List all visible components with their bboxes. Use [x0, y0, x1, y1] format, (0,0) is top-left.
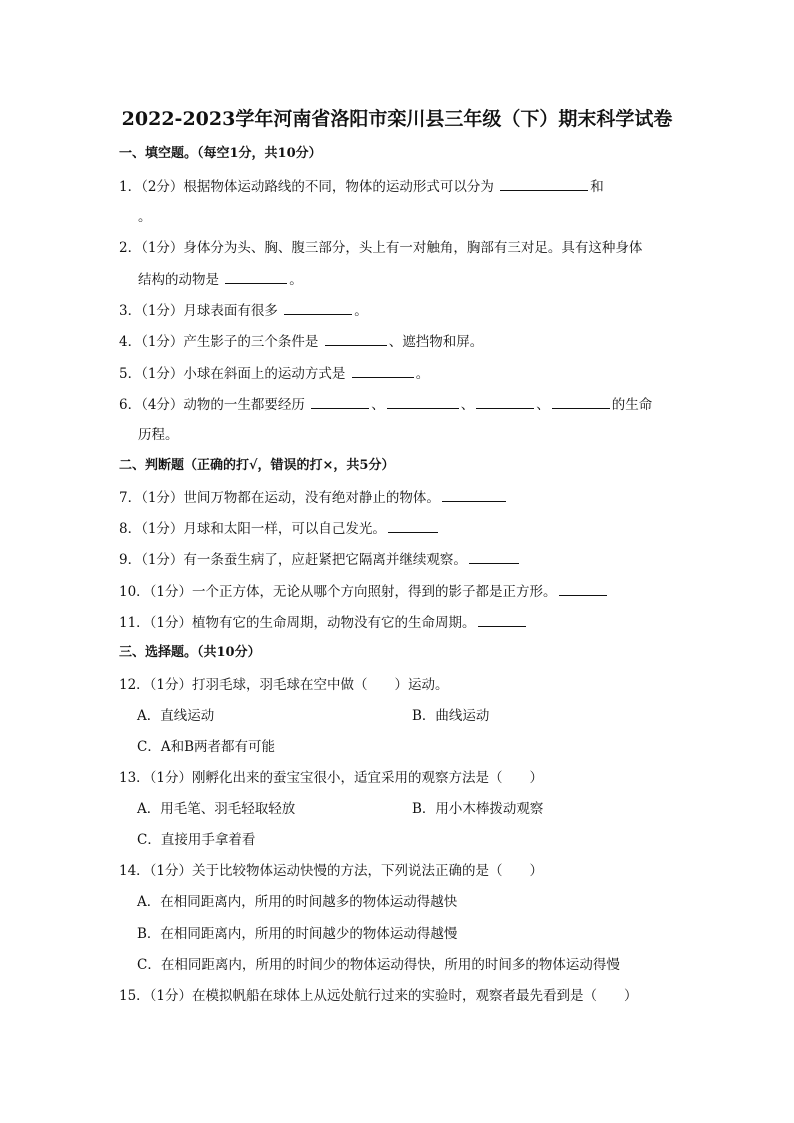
question-4: [119, 332, 483, 351]
question-7: [119, 488, 508, 507]
section-heading-true-false: 二、判断题（正确的打√，错误的打×，共5分）: [119, 458, 395, 473]
question-6-text: 6．（4分）动物的一生都要经历: [119, 397, 310, 413]
question-1-continued: 。: [138, 209, 152, 225]
question-12-option-c[interactable]: C．A和B两者都有可能: [137, 739, 275, 755]
question-15-stem: 15．（1分）在模拟帆船在球体上从远处航行过来的实验时，观察者最先看到是（ ）: [119, 988, 638, 1004]
answer-blank[interactable]: [388, 519, 438, 533]
question-11: [119, 613, 528, 632]
question-6-text-2: 的生命: [611, 397, 653, 413]
answer-blank[interactable]: [387, 395, 459, 409]
question-10: [119, 582, 609, 601]
question-6: [119, 395, 652, 414]
question-14-option-a[interactable]: A．在相同距离内，所用的时间越多的物体运动得越快: [137, 894, 458, 910]
question-5-text: 5．（1分）小球在斜面上的运动方式是: [119, 366, 350, 382]
answer-blank[interactable]: [478, 613, 526, 627]
question-2-text-3: 。: [289, 272, 303, 288]
question-14-option-c[interactable]: C．在相同距离内，所用的时间少的物体运动得快，所用的时间多的物体运动得慢: [137, 957, 620, 973]
question-2: 2．（1分）身体分为头、胸、腹三部分，头上有一对触角，胸部有三对足。具有这种身体: [119, 240, 643, 256]
question-4-text-2: 、遮挡物和屏。: [388, 334, 484, 350]
question-14-option-b[interactable]: B．在相同距离内，所用的时间越少的物体运动得越慢: [137, 926, 458, 942]
answer-blank[interactable]: [352, 364, 414, 378]
question-11-text: 11．（1分）植物有它的生命周期，动物没有它的生命周期。: [119, 615, 476, 631]
question-10-text: 10．（1分）一个正方体，无论从哪个方向照射，得到的影子都是正方形。: [119, 584, 557, 600]
answer-blank[interactable]: [225, 270, 287, 284]
question-3: [119, 301, 368, 320]
question-12-option-a[interactable]: A．直线运动: [137, 708, 215, 724]
question-13-option-b[interactable]: B．用小木棒拨动观察: [412, 801, 544, 817]
section-heading-fill-blank: 一、填空题。（每空1分，共10分）: [119, 146, 322, 161]
question-8: [119, 519, 440, 538]
question-6-continued: 历程。: [138, 427, 179, 443]
answer-blank[interactable]: [559, 582, 607, 596]
answer-blank[interactable]: [500, 177, 588, 191]
question-1-text: 1．（2分）根据物体运动路线的不同，物体的运动形式可以分为: [119, 179, 499, 195]
question-1-text-2: 和: [590, 179, 604, 195]
question-14-stem: 14．（1分）关于比较物体运动快慢的方法，下列说法正确的是（ ）: [119, 863, 544, 879]
answer-blank[interactable]: [325, 332, 387, 346]
separator: 、: [371, 397, 385, 413]
question-4-text: 4．（1分）产生影子的三个条件是: [119, 334, 323, 350]
answer-blank[interactable]: [469, 550, 519, 564]
separator: 、: [536, 397, 550, 413]
answer-blank[interactable]: [442, 488, 506, 502]
separator: 、: [460, 397, 475, 413]
question-13-option-a[interactable]: A．用毛笔、羽毛轻取轻放: [137, 801, 296, 817]
question-3-text-2: 。: [354, 303, 368, 319]
question-9-text: 9．（1分）有一条蚕生病了，应赶紧把它隔离并继续观察。: [119, 552, 467, 568]
question-12-option-b[interactable]: B．曲线运动: [412, 708, 490, 724]
question-9: [119, 550, 521, 569]
question-3-text: 3．（1分）月球表面有很多: [119, 303, 283, 319]
question-5-text-2: 。: [415, 366, 430, 382]
section-heading-multiple-choice: 三、选择题。（共10分）: [119, 645, 261, 660]
answer-blank[interactable]: [311, 395, 369, 409]
answer-blank[interactable]: [476, 395, 534, 409]
question-2-continued: [138, 270, 303, 289]
page-title: 2022-2023学年河南省洛阳市栾川县三年级（下）期末科学试卷: [121, 108, 673, 130]
question-8-text: 8．（1分）月球和太阳一样，可以自己发光。: [119, 521, 386, 537]
answer-blank[interactable]: [552, 395, 610, 409]
question-13-stem: 13．（1分）刚孵化出来的蚕宝宝很小，适宜采用的观察方法是（ ）: [119, 770, 544, 786]
question-5: [119, 364, 429, 383]
question-1: [119, 177, 604, 196]
answer-blank[interactable]: [284, 301, 352, 315]
question-2-text-2: 结构的动物是: [138, 272, 224, 288]
question-12-stem: 12．（1分）打羽毛球，羽毛球在空中做（ ）运动。: [119, 677, 449, 693]
question-7-text: 7．（1分）世间万物都在运动，没有绝对静止的物体。: [119, 490, 440, 506]
question-13-option-c[interactable]: C．直接用手拿着看: [137, 832, 256, 848]
